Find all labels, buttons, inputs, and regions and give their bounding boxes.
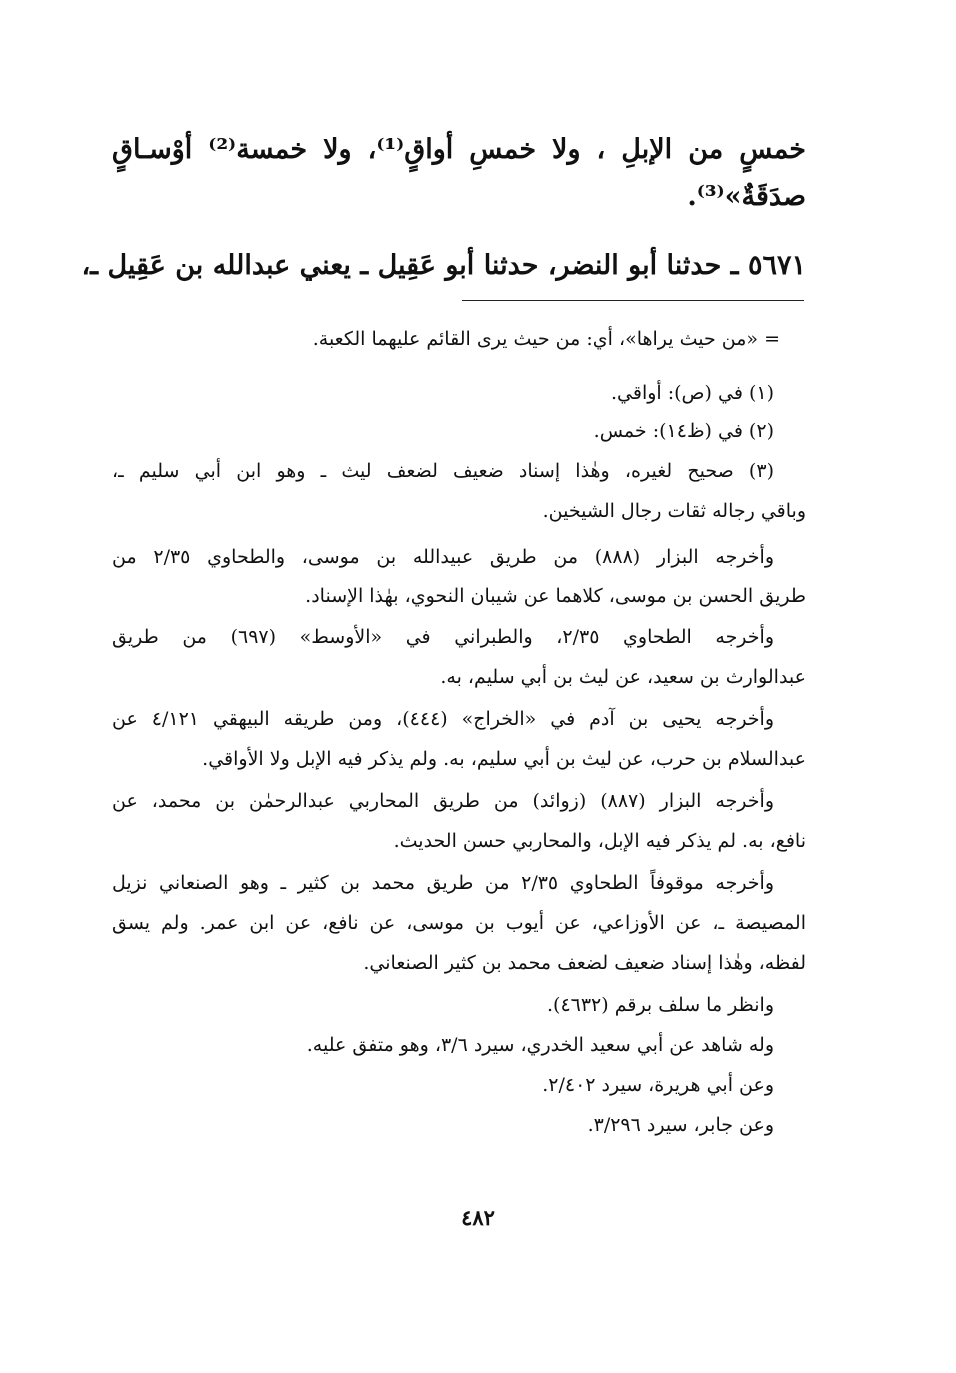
footnote-para-2-line-1: وأخرجه البزار (٨٨٨) من طريق عبيدالله بن موسى، والطحاوي ٢/٣٥ من	[112, 546, 774, 568]
footnote-para-8: وله شاهد عن أبي سعيد الخدري، سيرد ٣/٦، وهو متفق عليه.	[306, 1034, 774, 1056]
footnote-para-10: وعن جابر، سيرد ٣/٢٩٦.	[587, 1114, 774, 1136]
footnote-3-line-2: وباقي رجاله ثقات رجال الشيخين.	[542, 500, 806, 522]
footnote-para-3-line-2: عبدالوارث بن سعيد، عن ليث بن أبي سليم، به.	[440, 666, 806, 688]
footnote-para-9: وعن أبي هريرة، سيرد ٢/٤٠٢.	[542, 1074, 774, 1096]
footnote-para-4-line-2: عبدالسلام بن حرب، عن ليث بن أبي سليم، به. ولم يذكر فيه الإبل ولا الأواقي.	[202, 748, 806, 770]
footnote-para-5-line-1: وأخرجه البزار (٨٨٧) (زوائد) من طريق المحاربي عبدالرحمٰن بن محمد، عن	[112, 790, 774, 812]
hadith-text-line-2: صدَقَةٌ»⁽³⁾.	[687, 181, 806, 212]
hadith-text-line-3: ٥٦٧١ ـ حدثنا أبو النضر، حدثنا أبو عَقِيل ـ يعني عبدالله بن عَقِيل ـ،	[81, 250, 806, 281]
footnote-para-6-line-3: لفظه، وهٰذا إسناد ضعيف لضعف محمد بن كثير الصنعاني.	[363, 952, 806, 974]
page-number: ٤٨٢	[461, 1205, 495, 1230]
footnote-para-7: وانظر ما سلف برقم (٤٦٣٢).	[546, 994, 774, 1016]
footnote-2: (٢) في (ظ١٤): خمس.	[593, 420, 774, 442]
footnote-para-6-line-2: المصيصة ـ، عن الأوزاعي، عن أيوب بن موسى، عن نافع، عن ابن عمر. ولم يسق	[112, 912, 806, 934]
footnote-para-4-line-1: وأخرجه يحيى بن آدم في «الخراج» (٤٤٤)، ومن طريقه البيهقي ٤/١٢١ عن	[112, 708, 774, 730]
hadith-text-line-1: خمسٍ من الإبلِ ، ولا خمسِ أواقٍ⁽¹⁾، ولا خمسة⁽²⁾ أوْسـاقٍ	[112, 134, 806, 165]
footnote-para-5-line-2: نافع، به. لم يذكر فيه الإبل، والمحاربي حسن الحديث.	[393, 830, 806, 852]
footnote-1: (١) في (ص): أواقي.	[611, 382, 774, 404]
footnote-separator	[462, 300, 804, 301]
footnote-para-2-line-2: طريق الحسن بن موسى، كلاهما عن شيبان النحوي، بهٰذا الإسناد.	[305, 585, 806, 607]
footnote-para-6-line-1: وأخرجه موقوفاً الطحاوي ٢/٣٥ من طريق محمد بن كثير ـ وهو الصنعاني نزيل	[112, 872, 775, 894]
footnote-continuation: = «من حيث يراها»، أي: من حيث يرى القائم عليهما الكعبة.	[312, 328, 780, 350]
footnote-3-line-1: (٣) صحيح لغيره، وهٰذا إسناد ضعيف لضعف ليث ـ وهو ابن أبي سليم ـ،	[112, 460, 774, 482]
footnote-para-3-line-1: وأخرجه الطحاوي ٢/٣٥، والطبراني في «الأوسط» (٦٩٧) من طريق	[112, 626, 774, 648]
